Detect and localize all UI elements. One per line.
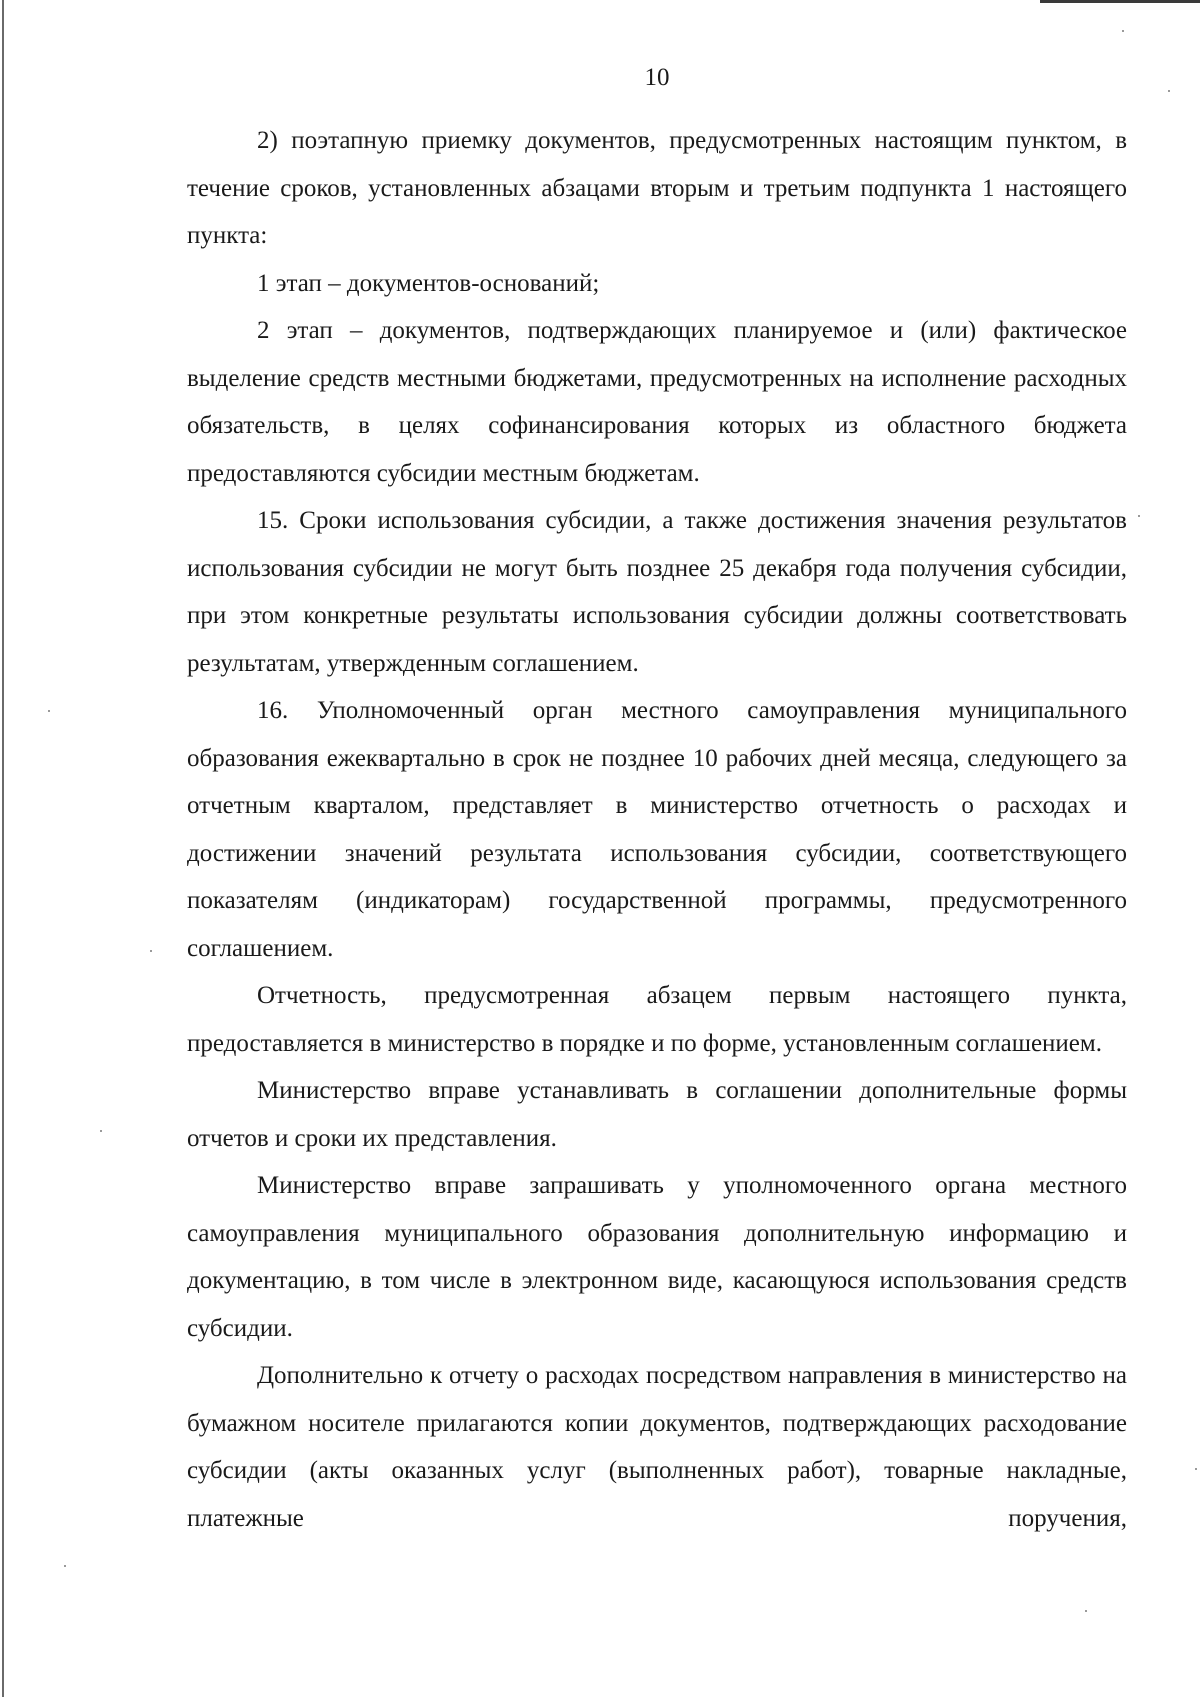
paragraph-acceptance-stages: 2) поэтапную приемку документов, предусмотренных настоящим пунктом, в течение сроков, установленных абзацами вторым и третьим подпункта 1 настоящего пункта: (187, 127, 1127, 249)
page-number: 10 (644, 64, 670, 91)
scan-speck (1195, 1468, 1197, 1470)
paragraph-stage-1: 1 этап – документов-оснований; (257, 269, 600, 297)
scan-speck (1122, 30, 1124, 32)
document-body (187, 117, 1127, 1542)
scan-speck (1138, 515, 1140, 517)
paragraph-item-16: 16. Уполномоченный орган местного самоуправления муниципального образования ежеквартально в срок не позднее 10 рабочих дней месяца, следующего за отчетным кварталом, представляет в министерство отчетность о расходах и достижении значений результата использования субсидии, соответствующего показателям (индикаторам) государственной программы, предусмотренного соглашением. (187, 697, 1127, 962)
paragraph-item-15: 15. Сроки использования субсидии, а также достижения значения результатов использования субсидии не могут быть позднее 25 декабря года получения субсидии, при этом конкретные результаты использования субсидии должны соответствовать результатам, утвержденным соглашением. (187, 507, 1127, 677)
paragraph-supporting-documents: Дополнительно к отчету о расходах посредством направления в министерство на бумажном носителе прилагаются копии документов, подтверждающих расходование субсидии (акты оказанных услуг (выполненных работ), товарные накладные, платежные поручения, (187, 1362, 1127, 1532)
scan-left-edge (2, 0, 4, 1697)
scan-speck (100, 1130, 102, 1132)
paragraph-reporting: Отчетность, предусмотренная абзацем первым настоящего пункта, предоставляется в министерство в порядке и по форме, установленным соглашением. (187, 982, 1127, 1057)
paragraph-report-forms: Министерство вправе устанавливать в соглашении дополнительные формы отчетов и сроки их представления. (187, 1077, 1127, 1152)
scan-speck (48, 710, 50, 712)
scan-top-edge (1040, 0, 1200, 3)
paragraph-information-request: Министерство вправе запрашивать у уполномоченного органа местного самоуправления муниципального образования дополнительную информацию и документацию, в том числе в электронном виде, касающуюся использования средств субсидии. (187, 1172, 1127, 1342)
scan-speck (64, 1565, 66, 1567)
paragraph-stage-2: 2 этап – документов, подтверждающих планируемое и (или) фактическое выделение средств местными бюджетами, предусмотренных на исполнение расходных обязательств, в целях софинансирования которых из областного бюджета предоставляются субсидии местным бюджетам. (187, 317, 1127, 487)
scan-speck (150, 950, 152, 952)
scan-speck (1085, 1610, 1087, 1612)
